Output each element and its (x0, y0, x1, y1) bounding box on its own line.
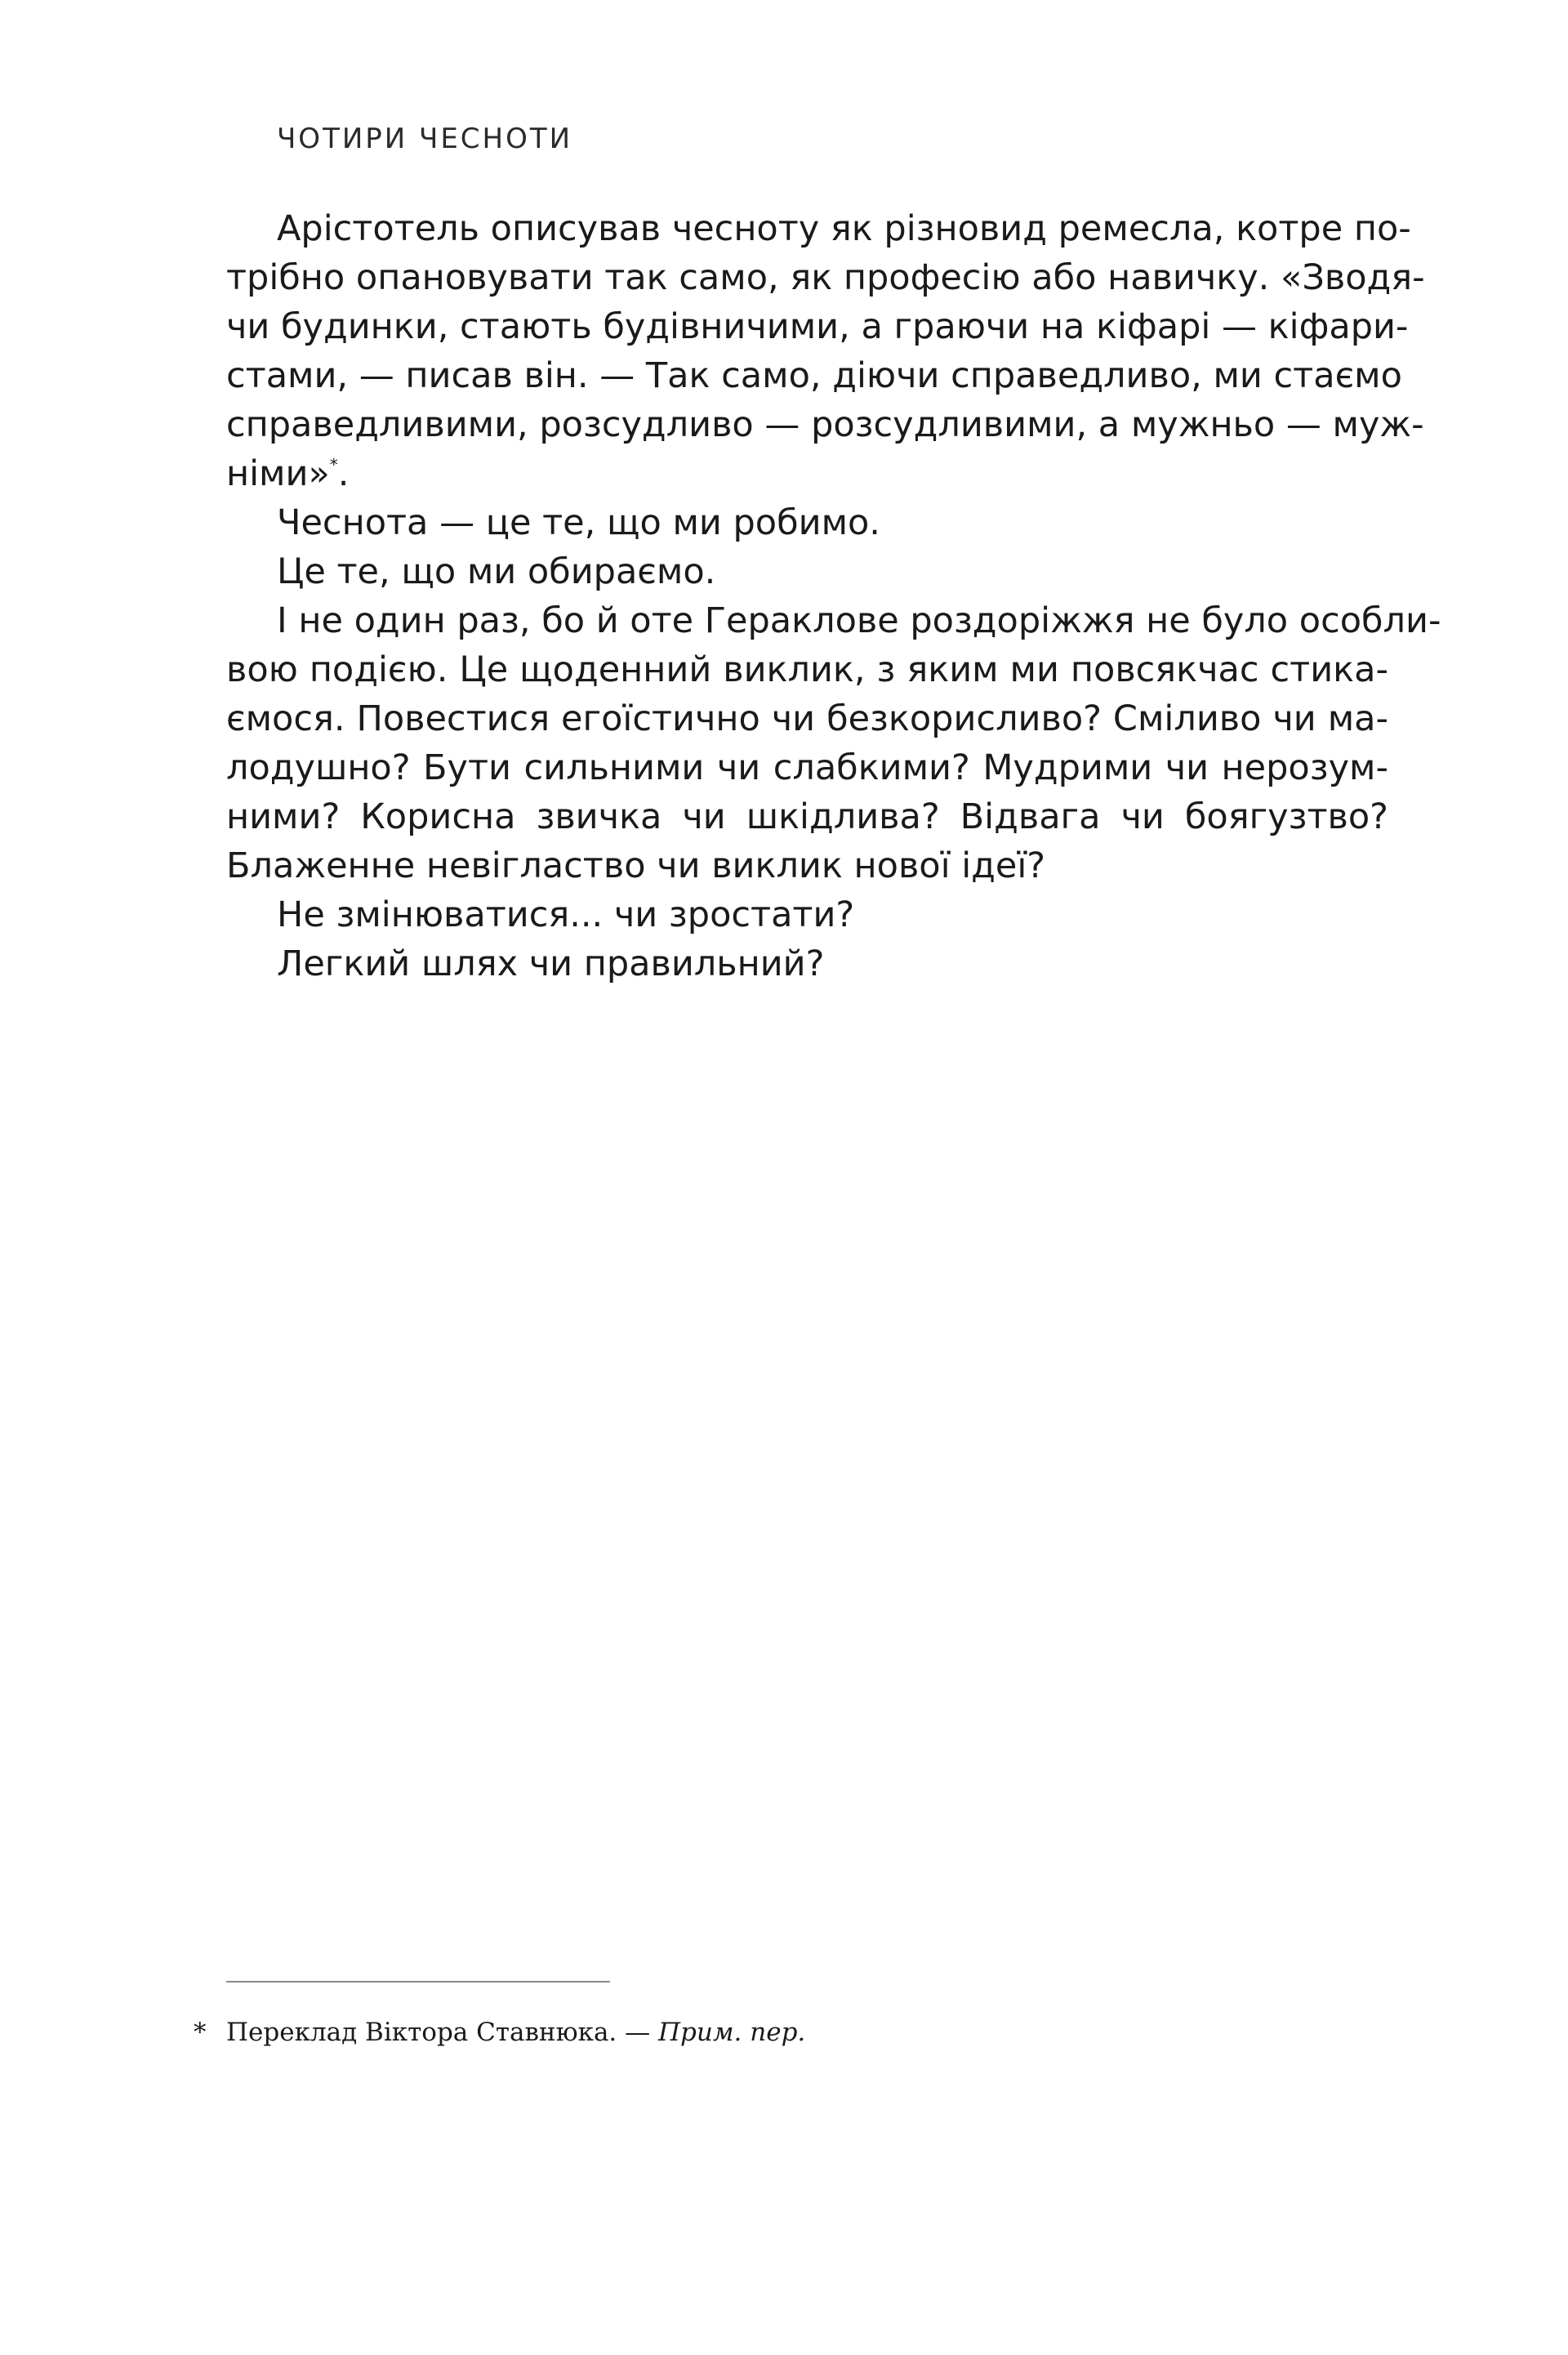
footnote (194, 2016, 805, 2049)
text-line: Арістотель описував чесноту як різновид ремесла, котре по- (277, 208, 1411, 249)
text-line-end: німи» (226, 453, 330, 494)
footnote-text: Переклад Віктора Ставнюка. — (226, 2018, 658, 2047)
text-line: ними? Корисна звичка чи шкідлива? Відвага чи боягузтво? (226, 796, 1388, 837)
text-line: лодушно? Бути сильними чи слабкими? Мудрими чи нерозум- (226, 747, 1388, 788)
footnote-divider (226, 1981, 610, 1983)
text-line: німи»*. (226, 453, 350, 494)
text-line: І не один раз, бо й оте Гераклове роздоріжжя не було особли- (277, 600, 1441, 641)
text-line: вою подією. Це щоденний виклик, з яким ми повсякчас стика- (226, 649, 1388, 690)
text-line: чи будинки, стають будівничими, а граючи на кіфарі — кіфари- (226, 306, 1409, 347)
body-text (226, 204, 1441, 988)
text-line: Це те, що ми обираємо. (277, 551, 716, 592)
text-line: Чеснота — це те, що ми робимо. (277, 502, 880, 543)
text-line: трібно опановувати так само, як професію або навичку. «Зводя- (226, 257, 1425, 298)
footnote-translator-note: Прим. пер. (658, 2018, 806, 2047)
footnote-marker: * (194, 2018, 207, 2047)
text-line: ємося. Повестися егоїстично чи безкорисливо? Сміливо чи ма- (226, 698, 1388, 739)
text-line: Легкий шлях чи правильний? (277, 943, 825, 984)
text-line: Блаженне невігластво чи виклик нової ідеї? (226, 845, 1046, 886)
text-line: справедливими, розсудливо — розсудливими, а мужньо — муж- (226, 404, 1424, 445)
text-line: Не змінюватися... чи зростати? (277, 894, 855, 935)
text-line: стами, — писав він. — Так само, діючи справедливо, ми стаємо (226, 355, 1402, 396)
footnote-reference[interactable]: * (329, 455, 338, 475)
running-head: ЧОТИРИ ЧЕСНОТИ (277, 123, 573, 155)
